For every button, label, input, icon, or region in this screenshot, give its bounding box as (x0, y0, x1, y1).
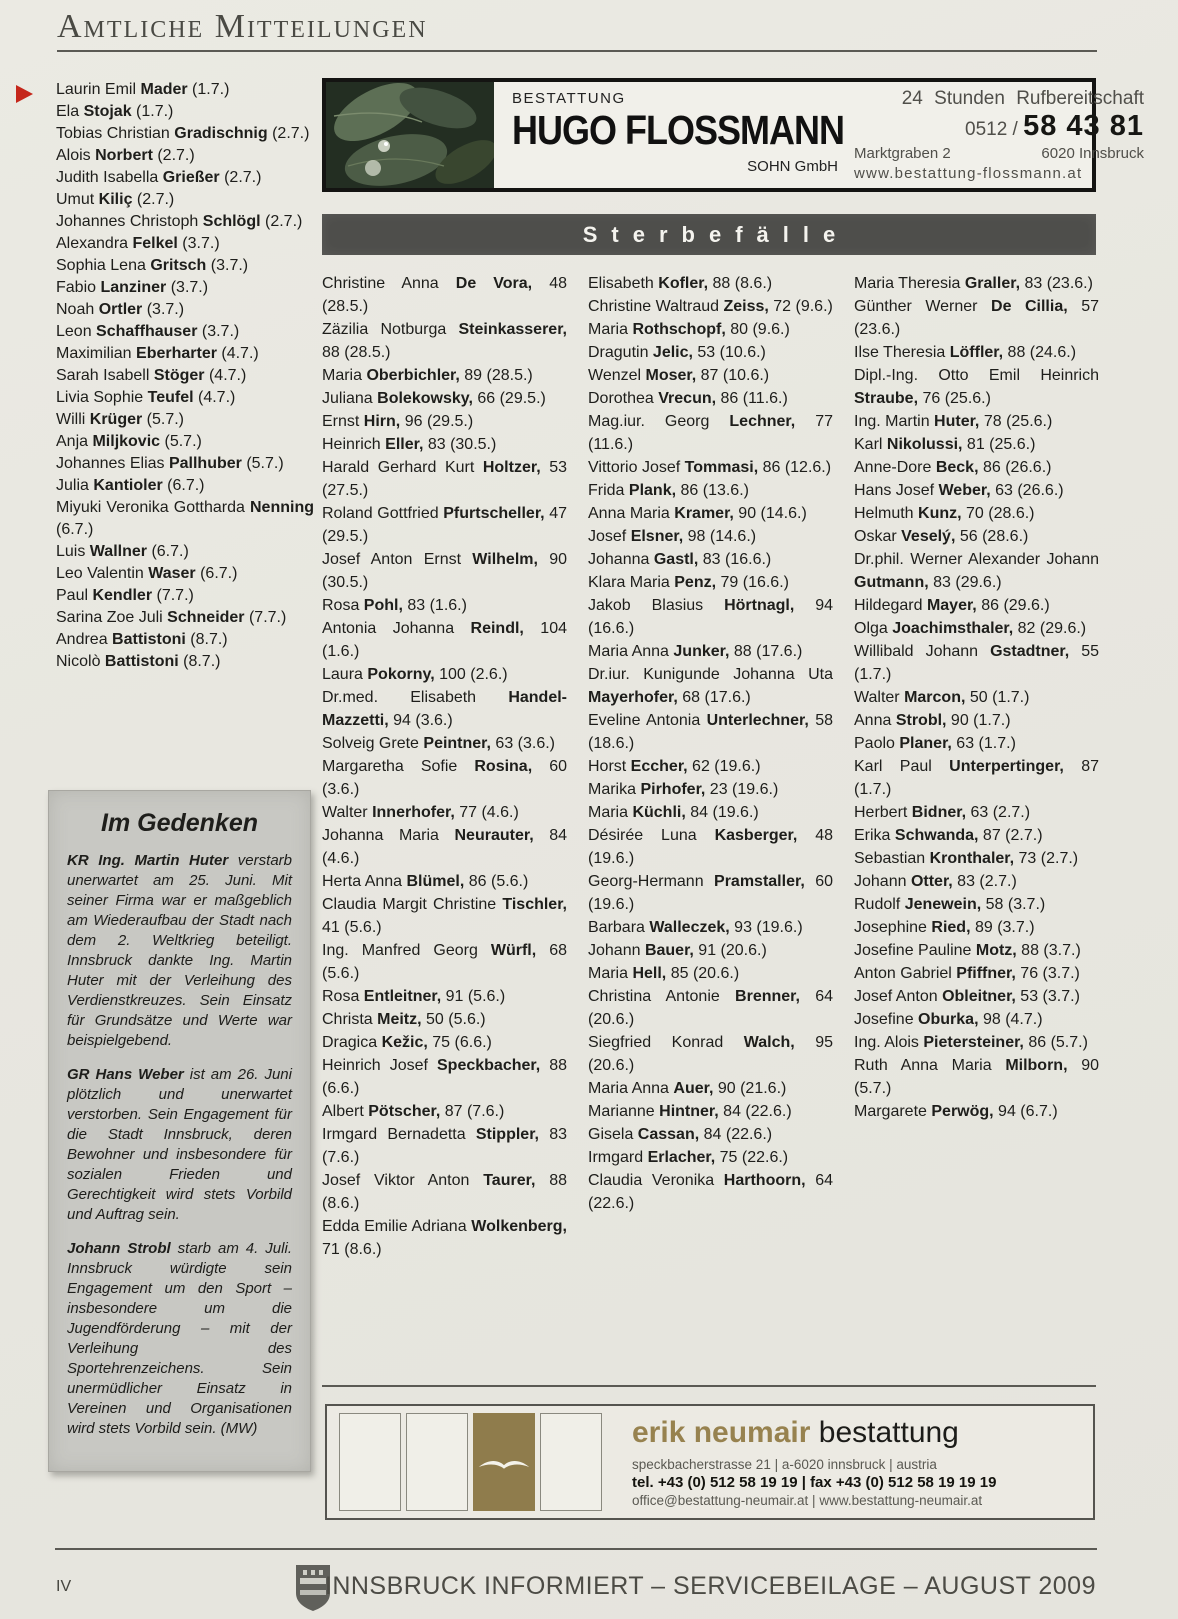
birth-entry: Willi Krüger (5.7.) (56, 411, 185, 428)
death-entry: Maria Rothschopf, 80 (9.6.) (588, 321, 790, 338)
death-entry: Elisabeth Kofler, 88 (8.6.) (588, 275, 773, 292)
death-entry: Johanna Gastl, 83 (16.6.) (588, 551, 772, 568)
death-entry: Christa Meitz, 50 (5.6.) (322, 1011, 486, 1028)
neumair-brand-suffix: bestattung (810, 1415, 959, 1449)
death-entry: Désirée Luna Kasberger, 48 (19.6.) (588, 827, 833, 867)
death-entry: Antonia Johanna Reindl, 104 (1.6.) (322, 620, 568, 660)
death-entry: Anton Gabriel Pfiffner, 76 (3.7.) (854, 965, 1080, 982)
death-entry: Claudia Margit Christine Tischler, 41 (5.6.) (322, 896, 567, 936)
memoriam-paragraphs (67, 851, 292, 1439)
death-entry: Anna Maria Kramer, 90 (14.6.) (588, 505, 807, 522)
memoriam-title: Im Gedenken (101, 809, 258, 837)
death-entry: Mag.iur. Georg Lechner, 77 (11.6.) (588, 413, 833, 453)
death-entry: Karl Nikolussi, 81 (25.6.) (854, 436, 1036, 453)
death-entry: Christine Waltraud Zeiss, 72 (9.6.) (588, 298, 833, 315)
neumair-box (540, 1413, 602, 1511)
divider-rule (322, 1385, 1096, 1387)
red-arrow-icon (16, 85, 33, 103)
death-entry: Rudolf Jenewein, 58 (3.7.) (854, 896, 1046, 913)
death-entry: Oskar Veselý, 56 (28.6.) (854, 528, 1029, 545)
death-entry: Anne-Dore Beck, 86 (26.6.) (854, 459, 1052, 476)
birth-entry: Leo Valentin Waser (6.7.) (56, 565, 238, 582)
birth-entry: Luis Wallner (6.7.) (56, 543, 189, 560)
flossmann-city: 6020 Innsbruck (1041, 145, 1144, 162)
memoriam-box (48, 790, 311, 1472)
birth-entry: Miyuki Veronika Gottharda Nenning (6.7.) (56, 499, 314, 538)
neumair-phone: tel. +43 (0) 512 58 19 19 | fax +43 (0) 512 58 19 19 19 (632, 1473, 997, 1491)
neumair-address: speckbacherstrasse 21 | a-6020 innsbruck | austria (632, 1456, 937, 1472)
death-entry: Dr.med. Elisabeth Handel-Mazzetti, 94 (3.6.) (322, 689, 567, 729)
flossmann-service: 24 Stunden Rufbereitschaft (901, 88, 1144, 109)
death-entry: Josefine Pauline Motz, 88 (3.7.) (854, 942, 1081, 959)
death-entry: Dr.iur. Kunigunde Johanna Uta Mayerhofer, 68 (17.6.) (588, 666, 833, 706)
death-entry: Dorothea Vrecun, 86 (11.6.) (588, 390, 788, 407)
death-entry: Wenzel Moser, 87 (10.6.) (588, 367, 770, 384)
death-entry: Dragutin Jelic, 53 (10.6.) (588, 344, 766, 361)
birth-entry: Tobias Christian Gradischnig (2.7.) (56, 125, 310, 142)
neumair-box (339, 1413, 401, 1511)
birth-entry: Sophia Lena Gritsch (3.7.) (56, 257, 249, 274)
death-entry: Solveig Grete Peintner, 63 (3.6.) (322, 735, 555, 752)
death-entry: Hildegard Mayer, 86 (29.6.) (854, 597, 1050, 614)
death-entry: Maria Küchli, 84 (19.6.) (588, 804, 759, 821)
birth-entry: Anja Miljkovic (5.7.) (56, 433, 202, 450)
death-entry: Juliana Bolekowsky, 66 (29.5.) (322, 390, 546, 407)
footer-text: INNSBRUCK INFORMIERT – SERVICEBEILAGE – AUGUST 2009 (324, 1572, 1096, 1600)
death-entry: Paolo Planer, 63 (1.7.) (854, 735, 1016, 752)
death-entry: Maria Hell, 85 (20.6.) (588, 965, 740, 982)
death-entry: Helmuth Kunz, 70 (28.6.) (854, 505, 1035, 522)
death-entry: Herbert Bidner, 63 (2.7.) (854, 804, 1031, 821)
death-entry: Sebastian Kronthaler, 73 (2.7.) (854, 850, 1079, 867)
birth-entry: Julia Kantioler (6.7.) (56, 477, 205, 494)
birth-entry: Fabio Lanziner (3.7.) (56, 279, 209, 296)
death-entry: Vittorio Josef Tommasi, 86 (12.6.) (588, 459, 832, 476)
death-entry: Walter Marcon, 50 (1.7.) (854, 689, 1030, 706)
flossmann-address (854, 145, 1144, 162)
death-entry: Albert Pötscher, 87 (7.6.) (322, 1103, 505, 1120)
footer-rule (55, 1548, 1097, 1550)
death-entry: Irmgard Bernadetta Stippler, 83 (7.6.) (322, 1126, 568, 1166)
death-entry: Ruth Anna Maria Milborn, 90 (5.7.) (854, 1057, 1099, 1097)
footer-page-number: IV (56, 1578, 72, 1595)
flossmann-street: Marktgraben 2 (854, 145, 951, 162)
death-entry: Rosa Pohl, 83 (1.6.) (322, 597, 467, 614)
neumair-contact: office@bestattung-neumair.at | www.bestattung-neumair.at (632, 1492, 983, 1508)
death-entry: Dragica Kežic, 75 (6.6.) (322, 1034, 492, 1051)
birth-entry: Alois Norbert (2.7.) (56, 147, 195, 164)
birth-entry: Laurin Emil Mader (1.7.) (56, 81, 230, 98)
deaths-column (588, 272, 833, 1261)
header-rule (57, 50, 1097, 52)
death-entry: Laura Pokorny, 100 (2.6.) (322, 666, 508, 683)
birth-entry: Umut Kiliç (2.7.) (56, 191, 175, 208)
death-entry: Heinrich Josef Speckbacher, 88 (6.6.) (322, 1057, 567, 1097)
death-entry: Josef Anton Obleitner, 53 (3.7.) (854, 988, 1080, 1005)
death-entry: Ing. Martin Huter, 78 (25.6.) (854, 413, 1053, 430)
flossmann-phone-prefix: 0512 / (965, 119, 1024, 140)
death-entry: Rosa Entleitner, 91 (5.6.) (322, 988, 506, 1005)
neumair-ad (325, 1404, 1095, 1520)
bird-swoosh-icon (477, 1449, 531, 1475)
birth-entry: Leon Schaffhauser (3.7.) (56, 323, 240, 340)
flossmann-logo: HUGO FLOSSMANN (512, 107, 844, 153)
death-entry: Josef Elsner, 98 (14.6.) (588, 528, 757, 545)
death-entry: Ing. Manfred Georg Würfl, 68 (5.6.) (322, 942, 568, 982)
death-entry: Maria Anna Junker, 88 (17.6.) (588, 643, 803, 660)
neumair-box-gold (473, 1413, 535, 1511)
death-entry: Johann Bauer, 91 (20.6.) (588, 942, 767, 959)
death-entry: Willibald Johann Gstadtner, 55 (1.7.) (854, 643, 1099, 683)
flossmann-website: www.bestattung-flossmann.at (854, 165, 1083, 182)
death-entry: Anna Strobl, 90 (1.7.) (854, 712, 1011, 729)
flossmann-phone (854, 110, 1144, 143)
death-entry: Olga Joachimsthaler, 82 (29.6.) (854, 620, 1087, 637)
flossmann-kicker: BESTATTUNG (512, 90, 626, 107)
birth-entry: Judith Isabella Grießer (2.7.) (56, 169, 262, 186)
page-title: Amtliche Mitteilungen (57, 8, 428, 45)
sterbefaelle-title: Sterbefälle (582, 221, 850, 247)
death-entry: Maria Oberbichler, 89 (28.5.) (322, 367, 533, 384)
birth-entry: Ela Stojak (1.7.) (56, 103, 174, 120)
neumair-logo-boxes (339, 1413, 602, 1511)
birth-entry: Johannes Christoph Schlögl (2.7.) (56, 213, 303, 230)
death-entry: Johann Otter, 83 (2.7.) (854, 873, 1017, 890)
leaf-photo-image (326, 82, 494, 188)
death-entry: Marianne Hintner, 84 (22.6.) (588, 1103, 792, 1120)
death-entry: Barbara Walleczek, 93 (19.6.) (588, 919, 803, 936)
death-entry: Günther Werner De Cillia, 57 (23.6.) (854, 298, 1099, 338)
death-entry: Jakob Blasius Hörtnagl, 94 (16.6.) (588, 597, 833, 637)
death-entry: Klara Maria Penz, 79 (16.6.) (588, 574, 789, 591)
birth-entry: Sarina Zoe Juli Schneider (7.7.) (56, 609, 287, 626)
neumair-brand-name: erik neumair (632, 1415, 811, 1449)
death-entry: Georg-Hermann Pramstaller, 60 (19.6.) (588, 873, 833, 913)
deaths-columns (322, 272, 1100, 1261)
death-entry: Ernst Hirn, 96 (29.5.) (322, 413, 474, 430)
neumair-text-block (632, 1417, 996, 1508)
birth-entry: Noah Ortler (3.7.) (56, 301, 185, 318)
death-entry: Roland Gottfried Pfurtscheller, 47 (29.5.) (322, 505, 567, 545)
death-entry: Horst Eccher, 62 (19.6.) (588, 758, 761, 775)
death-entry: Josefine Oburka, 98 (4.7.) (854, 1011, 1043, 1028)
death-entry: Erika Schwanda, 87 (2.7.) (854, 827, 1043, 844)
memoriam-paragraph: KR Ing. Martin Huter verstarb unerwartet am 25. Juni. Mit seiner Firma war er maßgeblich am Wiederaufbau der Stadt nach dem 2. Weltkrieg beteiligt. Innsbruck dankte Ing. Martin Huter mit der Verleihung des Verdienstkreuzes. Sein Einsatz für Grundsätze und Werte war beispielgebend. (67, 852, 292, 1049)
death-entry: Ilse Theresia Löffler, 88 (24.6.) (854, 344, 1077, 361)
flossmann-info-block (854, 82, 1154, 188)
death-entry: Herta Anna Blümel, 86 (5.6.) (322, 873, 529, 890)
death-entry: Josef Anton Ernst Wilhelm, 90 (30.5.) (322, 551, 567, 591)
death-entry: Harald Gerhard Kurt Holtzer, 53 (27.5.) (322, 459, 567, 499)
death-entry: Margarete Perwög, 94 (6.7.) (854, 1103, 1058, 1120)
memoriam-paragraph: GR Hans Weber ist am 26. Juni plötzlich und unerwartet verstorben. Sein Engagement für die Stadt Innsbruck, deren Bewohner und insbesondere für sozialen Frieden und Gerechtigkeit wird stets Vorbild und Auftrag sein. (67, 1066, 292, 1223)
death-entry: Christina Antonie Brenner, 64 (20.6.) (588, 988, 834, 1028)
death-entry: Edda Emilie Adriana Wolkenberg, 71 (8.6.) (322, 1218, 567, 1258)
death-entry: Irmgard Erlacher, 75 (22.6.) (588, 1149, 789, 1166)
death-entry: Margaretha Sofie Rosina, 60 (3.6.) (322, 758, 567, 798)
births-list (56, 79, 314, 673)
death-entry: Maria Anna Auer, 90 (21.6.) (588, 1080, 787, 1097)
birth-entry: Andrea Battistoni (8.7.) (56, 631, 228, 648)
death-entry: Zäzilia Notburga Steinkasserer, 88 (28.5.) (322, 321, 567, 361)
death-entry: Siegfried Konrad Walch, 95 (20.6.) (588, 1034, 833, 1074)
death-entry: Walter Innerhofer, 77 (4.6.) (322, 804, 519, 821)
neumair-brand (632, 1417, 996, 1449)
death-entry: Josephine Ried, 89 (3.7.) (854, 919, 1035, 936)
death-entry: Ing. Alois Pietersteiner, 86 (5.7.) (854, 1034, 1088, 1051)
flossmann-phone-number: 58 43 81 (1023, 110, 1144, 142)
memoriam-paragraph: Johann Strobl starb am 4. Juli. Innsbruck würdigte sein Engagement um den Sport – insbesondere um die Jugendförderung – mit der Verleihung des Sportehrenzeichens. Sein unermüdlicher Einsatz in Vereinen und Organisationen wird stets Vorbild sein. (MW) (67, 1240, 292, 1437)
death-entry: Hans Josef Weber, 63 (26.6.) (854, 482, 1064, 499)
birth-entry: Nicolò Battistoni (8.7.) (56, 653, 221, 670)
death-entry: Eveline Antonia Unterlechner, 58 (18.6.) (588, 712, 833, 752)
death-entry: Johanna Maria Neurauter, 84 (4.6.) (322, 827, 567, 867)
death-entry: Maria Theresia Graller, 83 (23.6.) (854, 275, 1093, 292)
birth-entry: Johannes Elias Pallhuber (5.7.) (56, 455, 284, 472)
flossmann-ad (322, 78, 1144, 192)
death-entry: Dipl.-Ing. Otto Emil Heinrich Straube, 76 (25.6.) (854, 367, 1099, 407)
neumair-box (406, 1413, 468, 1511)
death-entry: Christine Anna De Vora, 48 (28.5.) (322, 275, 567, 315)
flossmann-sub: SOHN GmbH (747, 158, 838, 175)
death-entry: Frida Plank, 86 (13.6.) (588, 482, 749, 499)
flossmann-logo-block (494, 82, 854, 188)
death-entry: Karl Paul Unterpertinger, 87 (1.7.) (854, 758, 1099, 798)
birth-entry: Livia Sophie Teufel (4.7.) (56, 389, 236, 406)
death-entry: Claudia Veronika Harthoorn, 64 (22.6.) (588, 1172, 833, 1212)
birth-entry: Sarah Isabell Stöger (4.7.) (56, 367, 247, 384)
death-entry: Josef Viktor Anton Taurer, 88 (8.6.) (322, 1172, 567, 1212)
deaths-column (322, 272, 567, 1261)
death-entry: Heinrich Eller, 83 (30.5.) (322, 436, 497, 453)
deaths-column (854, 272, 1099, 1261)
death-entry: Marika Pirhofer, 23 (19.6.) (588, 781, 779, 798)
death-entry: Dr.phil. Werner Alexander Johann Gutmann, 83 (29.6.) (854, 551, 1099, 591)
death-entry: Gisela Cassan, 84 (22.6.) (588, 1126, 773, 1143)
birth-entry: Maximilian Eberharter (4.7.) (56, 345, 259, 362)
birth-entry: Alexandra Felkel (3.7.) (56, 235, 220, 252)
sterbefaelle-bar (322, 214, 1096, 255)
birth-entry: Paul Kendler (7.7.) (56, 587, 194, 604)
